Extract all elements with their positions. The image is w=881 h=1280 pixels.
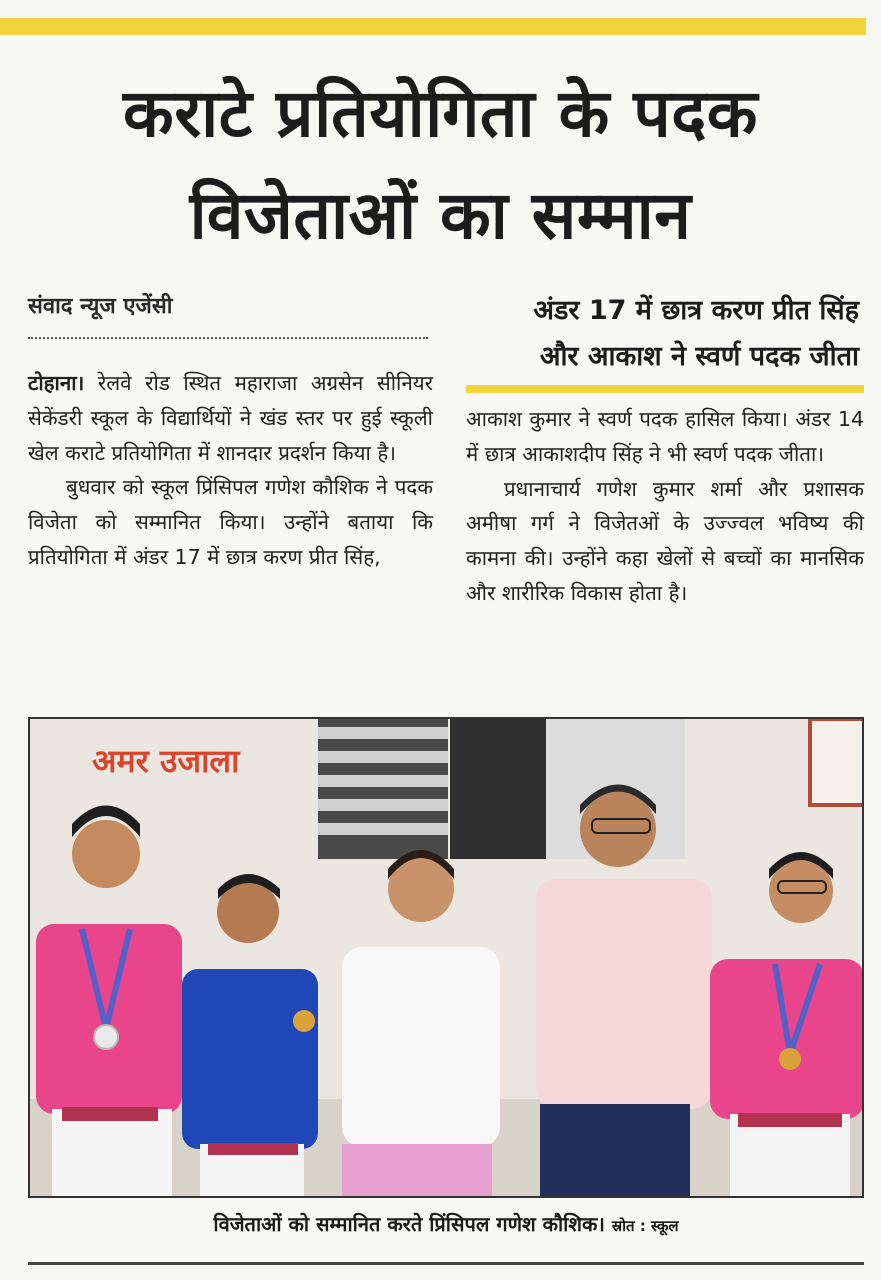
- article-paragraph-3: आकाश कुमार ने स्वर्ण पदक हासिल किया। अंडर 14 में छात्र आकाशदीप सिंह ने भी स्वर्ण पदक जीता।: [466, 407, 864, 466]
- subhead-line-2: और आकाश ने स्वर्ण पदक जीता: [539, 341, 859, 372]
- byline-divider: [28, 337, 428, 339]
- wall-frame: [810, 719, 864, 805]
- television: [450, 719, 546, 859]
- article-paragraph-2: बुधवार को स्कूल प्रिंसिपल गणेश कौशिक ने पदक विजेता को सम्मानित किया। उन्होंने बताया कि प्रतियोगिता में अंडर 17 में छात्र करण प्रीत सिंह,: [28, 475, 433, 569]
- article-column-right: [466, 402, 864, 611]
- headline-line-1: कराटे प्रतियोगिता के पदक: [123, 75, 758, 152]
- watermark-logo: अमर उजाला: [92, 742, 240, 780]
- subhead-line-1: अंडर 17 में छात्र करण प्रीत सिंह: [533, 295, 859, 326]
- article-paragraph-1: [28, 366, 433, 470]
- article-column-left: [28, 366, 433, 575]
- article-paragraph-4: प्रधानाचार्य गणेश कुमार शर्मा और प्रशासक अमीषा गर्ग ने विजेतओं के उज्ज्वल भविष्य की कामना की। उन्होंने कहा खेलों से बच्चों का मानसिक और शारीरिक विकास होता है।: [466, 476, 864, 605]
- dateline: टोहाना।: [28, 371, 85, 395]
- headline-line-2: विजेताओं का सम्मान: [189, 177, 692, 254]
- photo-illustration: [30, 719, 864, 1198]
- photo-caption: [28, 1210, 864, 1237]
- photo-credit: स्रोत : स्कूल: [611, 1217, 679, 1235]
- caption-text: विजेताओं को सम्मानित करते प्रिंसिपल गणेश कौशिक।: [213, 1212, 605, 1236]
- bottom-divider: [28, 1262, 864, 1265]
- subhead-accent-bar: [466, 385, 864, 393]
- top-accent-bar: [0, 18, 866, 35]
- byline: संवाद न्यूज एजेंसी: [28, 294, 173, 319]
- paragraph-1-text: रेलवे रोड स्थित महाराजा अग्रसेन सीनियर सेकेंडरी स्कूल के विद्यार्थियों ने खंड स्तर पर हुई स्कूली खेल कराटे प्रतियोगिता में शानदार प्रदर्शन किया है।: [28, 371, 433, 465]
- news-photo: [28, 717, 864, 1198]
